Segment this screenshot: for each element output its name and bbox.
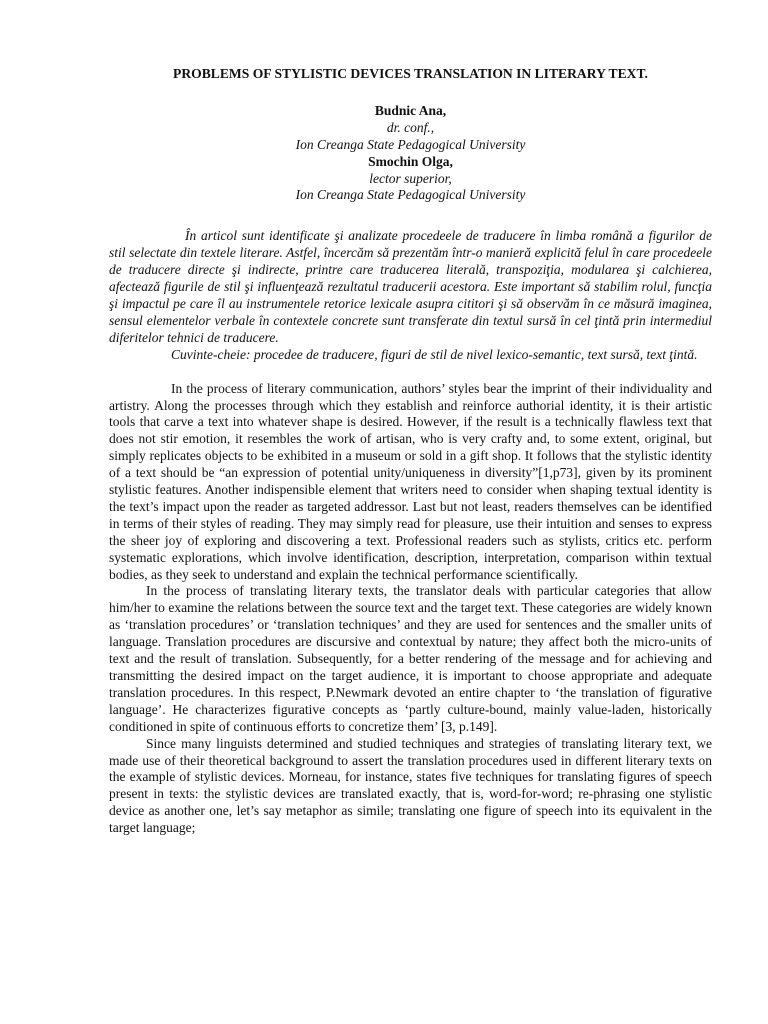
author-2-affiliation: Ion Creanga State Pedagogical University [295, 187, 526, 203]
body-paragraph-2-text: In the process of translating literary texts, the translator deals with particular categories that allow him/her to examine the relations between the source text and the target text. These categories are widely known as ‘translation procedures’ or ‘translation techniques’ and they are used for sentences and the smaller units of language. Translation procedures are discursive and contextual by nature; they affect both the micro-units of text and the result of translation. Subsequently, for a better rendering of the message and for achieving and transmitting the desired impact on the target audience, it is important to choose appropriate and adequate translation procedures. In this respect, P.Newmark devoted an entire chapter to ‘the translation of figurative language’. He characterizes figurative concepts as ‘partly culture-bound, mainly value-laden, historically conditioned in spite of continuous efforts to concretize them’ [3, p.149]. [109, 583, 712, 734]
author-block [109, 103, 712, 204]
keywords-text: Cuvinte-cheie: procedee de traducere, figuri de stil de nivel lexico-semantic, text sursă, text ţintă. [171, 346, 698, 362]
keywords-paragraph [109, 347, 712, 364]
author-1-name: Budnic Ana, [374, 102, 447, 118]
body-paragraph-3-text: Since many linguists determined and studied techniques and strategies of translating literary text, we made use of their theoretical background to assert the translation procedures used in different literary texts on the example of stylistic devices. Morneau, for instance, states five techniques for translating figures of speech present in texts: the stylistic devices are translated exactly, that is, word-for-word; re-phrasing one stylistic device as another one, let’s say metaphor as simile; translating one figure of speech into its equivalent in the target language; [109, 735, 712, 836]
body-paragraph-3 [109, 736, 712, 837]
body-paragraph-2 [109, 583, 712, 735]
abstract-paragraph [109, 228, 712, 346]
author-1-position: dr. conf., [386, 119, 435, 135]
author-2-name: Smochin Olga, [368, 153, 453, 169]
article-title: PROBLEMS OF STYLISTIC DEVICES TRANSLATION IN LITERARY TEXT. [173, 66, 648, 81]
author-2-position: lector superior, [369, 170, 452, 186]
body-paragraph-1 [109, 381, 712, 584]
author-1-affiliation: Ion Creanga State Pedagogical University [295, 136, 526, 152]
abstract-text: În articol sunt identificate şi analizate procedeele de traducere în limba română a figurilor de stil selectate din textele literare. Astfel, încercăm să prezentăm într-o manieră explicită felul în care procedeele de traducere directe şi indirecte, printre care traducerea literală, transpoziţia, modularea şi calchierea, afectează figurile de stil şi influenţează rezultatul traducerii acestora. Este important să stabilim rolul, funcţia şi impactul pe care îl au instrumentele retorice lexicale asupra cititori şi să observăm în ce măsură imaginea, sensul elementelor verbale în contextele concrete sunt transferate din textul sursă în cel ţintă prin intermediul diferitelor tehnici de traducere. [109, 228, 712, 345]
body-paragraph-1-text: In the process of literary communication, authors’ styles bear the imprint of their individuality and artistry. Along the processes through which they establish and reinforce authorial identity, it is their artistic tools that carve a text into whatever shape is desired. However, if the result is a technically flawless text that does not stir emotion, it resembles the work of artisan, who is very crafty and, to some extent, original, but simply replicates objects to be exhibited in a museum or sold in a gift shop. It follows that the stylistic identity of a text should be “an expression of potential unity/uniqueness in diversity”[1,p73], given by its prominent stylistic features. Another indispensible element that writers need to consider when shaping textual identity is the text’s impact upon the reader as targeted addressor. Last but not least, readers themselves can be identified in terms of their styles of reading. They may simply read for pleasure, use their intuition and senses to express the sheer joy of exploring and discovering a text. Professional readers such as stylists, critics etc. perform systematic explorations, which involve identification, description, interpretation, comparison within textual bodies, as they seek to understand and explain the technical performance scientifically. [109, 380, 712, 582]
